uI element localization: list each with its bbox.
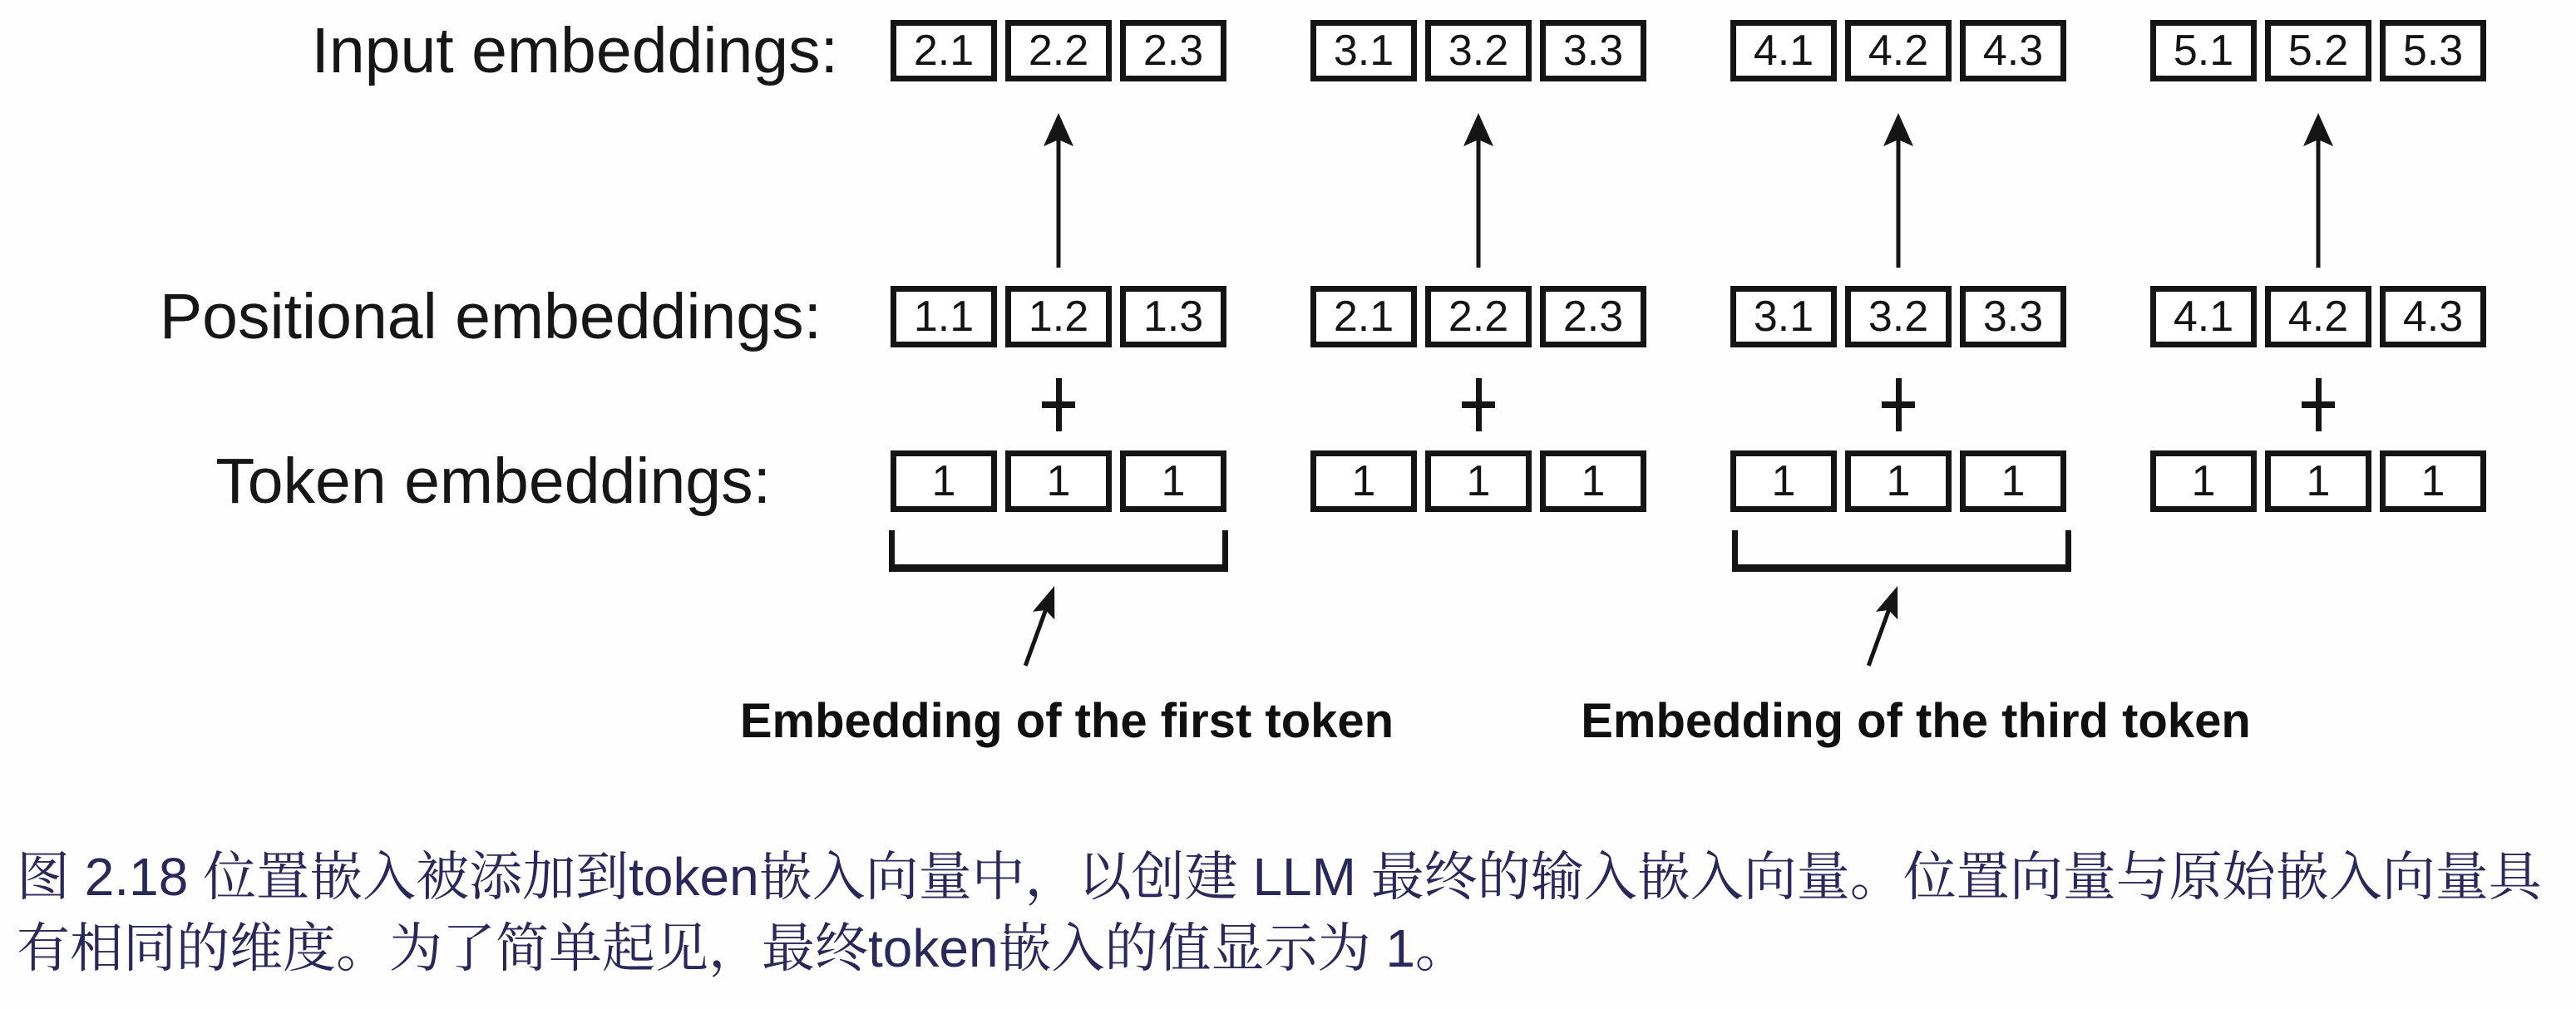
positional-group-2 (1310, 286, 1646, 347)
embedding-cell: 4.3 (2380, 286, 2486, 347)
positional-embeddings-label: Positional embeddings: (159, 280, 822, 352)
annotation-arrow-first (984, 564, 1096, 687)
positional-group-1 (891, 286, 1226, 347)
embedding-cell: 4.1 (1730, 20, 1837, 81)
embedding-cell: 1 (2380, 450, 2486, 512)
embedding-cell: 5.3 (2380, 20, 2486, 81)
embedding-cell: 1 (1120, 450, 1226, 512)
input-group-2 (1310, 20, 1646, 81)
embedding-cell: 2.2 (1005, 20, 1112, 81)
input-group-4 (2150, 20, 2486, 81)
token-embeddings-label: Token embeddings: (215, 445, 771, 517)
up-arrow-3 (1861, 108, 1936, 274)
embedding-cell: 3.2 (1425, 20, 1532, 81)
plus-operator-1 (1042, 378, 1075, 431)
embedding-cell: 3.1 (1730, 286, 1837, 347)
embedding-cell: 1 (1310, 450, 1417, 512)
embedding-cell: 4.2 (1845, 20, 1952, 81)
embedding-cell: 1.2 (1005, 286, 1112, 347)
input-group-1 (891, 20, 1226, 81)
embedding-cell: 1 (891, 450, 997, 512)
embedding-cell: 4.1 (2150, 286, 2257, 347)
embedding-cell: 1 (1960, 450, 2066, 512)
up-arrow-2 (1441, 108, 1516, 274)
embedding-cell: 1 (1005, 450, 1112, 512)
embedding-cell: 1 (1730, 450, 1837, 512)
embedding-cell: 4.2 (2265, 286, 2371, 347)
annotation-arrow-third (1827, 564, 1939, 687)
embedding-cell: 1 (1425, 450, 1532, 512)
embedding-cell: 3.1 (1310, 20, 1417, 81)
embedding-cell: 2.2 (1425, 286, 1532, 347)
plus-operator-3 (1882, 378, 1915, 431)
token-group-4 (2150, 450, 2486, 512)
embedding-cell: 3.2 (1845, 286, 1952, 347)
input-group-3 (1730, 20, 2066, 81)
up-arrow-1 (1021, 108, 1096, 274)
annotation-third-token: Embedding of the third token (1581, 694, 2251, 748)
embedding-cell: 2.3 (1540, 286, 1646, 347)
embedding-cell: 2.1 (1310, 286, 1417, 347)
figure-caption: 图 2.18 位置嵌入被添加到token嵌入向量中，以创建 LLM 最终的输入嵌入向量。位置向量与原始嵌入向量具有相同的维度。为了简单起见，最终token嵌入的值显示为 1。 (17, 847, 2542, 978)
up-arrow-4 (2281, 108, 2356, 274)
input-embeddings-label: Input embeddings: (311, 14, 838, 86)
token-group-1 (891, 450, 1226, 512)
positional-group-3 (1730, 286, 2066, 347)
embedding-cell: 3.3 (1540, 20, 1646, 81)
embedding-cell: 4.3 (1960, 20, 2066, 81)
embedding-cell: 2.1 (891, 20, 997, 81)
annotation-first-token: Embedding of the first token (739, 694, 1394, 748)
token-group-bracket-first (889, 530, 1228, 572)
embedding-cell: 3.3 (1960, 286, 2066, 347)
plus-operator-4 (2302, 378, 2335, 431)
plus-operator-2 (1462, 378, 1495, 431)
embedding-cell: 1.1 (891, 286, 997, 347)
token-group-2 (1310, 450, 1646, 512)
embedding-cell: 1 (1845, 450, 1952, 512)
embedding-cell: 1 (1540, 450, 1646, 512)
embedding-cell: 1 (2265, 450, 2371, 512)
embedding-cell: 1 (2150, 450, 2257, 512)
token-group-3 (1730, 450, 2066, 512)
embedding-cell: 1.3 (1120, 286, 1226, 347)
token-group-bracket-third (1732, 530, 2071, 572)
embedding-cell: 5.2 (2265, 20, 2371, 81)
embedding-cell: 5.1 (2150, 20, 2257, 81)
positional-group-4 (2150, 286, 2486, 347)
embedding-cell: 2.3 (1120, 20, 1226, 81)
